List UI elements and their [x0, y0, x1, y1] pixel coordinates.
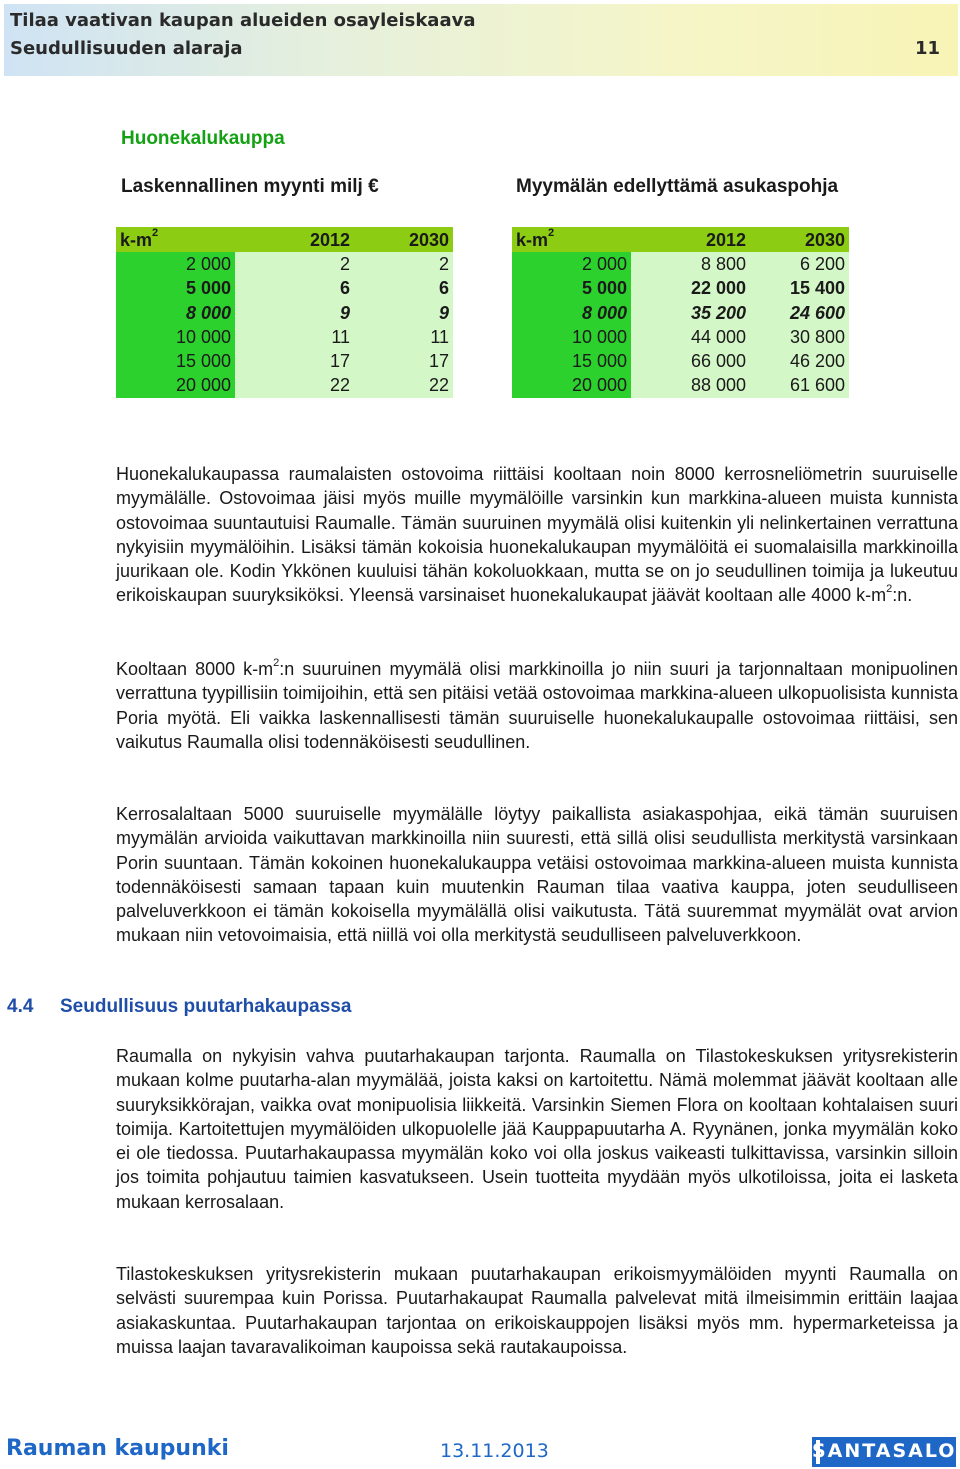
column-header: $k-m^2$ — [120, 227, 159, 250]
table-cell: 5 000 — [512, 276, 631, 300]
table-row — [116, 325, 453, 349]
table-row — [116, 276, 453, 300]
table-cell: 66 000 — [631, 349, 750, 373]
table-cell: 15 000 — [116, 349, 235, 373]
table-cell: 8 000 — [512, 301, 631, 325]
table-header-row — [512, 227, 849, 252]
right-table-title: Myymälän edellyttämä asukaspohja — [516, 176, 839, 197]
table-cell: 5 000 — [116, 276, 235, 300]
santasalo-logo: SANTASALO — [812, 1437, 956, 1467]
table-cell: 22 — [235, 373, 354, 397]
table-row — [116, 373, 453, 397]
table-cell: 15 400 — [750, 276, 849, 300]
column-header: 2012 — [309, 230, 350, 250]
table-cell: 35 200 — [631, 301, 750, 325]
table-cell: 22 — [354, 373, 453, 397]
table-cell: 24 600 — [750, 301, 849, 325]
table-cell: 20 000 — [116, 373, 235, 397]
table-row — [512, 349, 849, 373]
table-header-row — [116, 227, 453, 252]
table-cell: 11 — [354, 325, 453, 349]
table-cell: 6 200 — [750, 252, 849, 276]
table-cell: 44 000 — [631, 325, 750, 349]
footer-organization: Rauman kaupunki — [6, 1436, 229, 1461]
table-cell: 17 — [235, 349, 354, 373]
sales-table — [116, 227, 453, 398]
table-row — [512, 252, 849, 276]
table-cell: 2 — [235, 252, 354, 276]
table-cell: 10 000 — [512, 325, 631, 349]
table-cell: 15 000 — [512, 349, 631, 373]
body-paragraph: Raumalla on nykyisin vahva puutarhakaupan tarjonta. Raumalla on Tilastokeskuksen yritysrekisterin mukaan kolme puutarha-alan myymälää, joista kaksi on kartoitettu. Nämä molemmat jäävät kooltaan alle suuryksikkörajan, vaikka ovat monipuolisia liikkeitä. Varsinkin Siemen Flora on kooltaan kohtalaisen suuri toimija. Kartoitettujen myymälöiden ulkopuolelle jää Kauppapuutarha A. Ryynänen, jonka myymälän koko ei ole tiedossa. Puutarhakaupassa myymälän koko voi olla joskus vaikeasti tulkittavissa, varsinkin silloin jos toimita pohjautuu taimien kasvatukseen. Usein tuotteita myydään myös ulkotiloissa, joita ei lasketa mukaan kerrosalaan. — [116, 1046, 958, 1212]
table-cell: 8 800 — [631, 252, 750, 276]
table-cell: 6 — [235, 276, 354, 300]
table-cell: 30 800 — [750, 325, 849, 349]
table-cell: 22 000 — [631, 276, 750, 300]
table-cell: 2 000 — [116, 252, 235, 276]
header-title: Tilaa vaativan kaupan alueiden osayleiskaava — [10, 10, 476, 31]
body-paragraph: Tilastokeskuksen yritysrekisterin mukaan puutarhakaupan erikoismyymälöiden myynti Raumalla on selvästi suurempaa kuin Porissa. Puutarhakaupat Raumalla palvelevat mitä ilmeisimmin erittäin laajaa asiakaskuntaa. Puutarhakaupan tarjontaa on erikoiskauppojen lisäksi myös mm. hypermarketeissa ja muissa laajan tavaravalikoiman kaupoissa sekä rautakaupoissa. — [116, 1264, 958, 1357]
footer-date: 13.11.2013 — [440, 1440, 549, 1462]
table-row — [512, 276, 849, 300]
table-row — [116, 252, 453, 276]
page-number: 11 — [914, 38, 940, 59]
table-cell: 46 200 — [750, 349, 849, 373]
table-cell: 61 600 — [750, 373, 849, 397]
table-cell: 9 — [235, 301, 354, 325]
body-paragraph: Huonekalukaupassa raumalaisten ostovoima riittäisi kooltaan noin 8000 kerrosneliömetrin suuruiselle myymälälle. Ostovoimaa jäisi myös muille myymälöille varsinkin kun markkina-alueen muista kunnista ostovoimaa suuntautuisi Raumalle. Tämän suuruinen myymälä olisi kuitenkin yli nelinkertainen verrattuna nykyisiin myymälöihin. Lisäksi tämän kokoisia huonekalukaupan myymälöitä ei suomalaisilla markkinoilla juurikaan ole. Kodin Ykkönen kuuluisi tähän kokoluokkaan, mutta se on jo seudullinen toimija ja lukeutuu erikoiskaupan suuryksiköksi. Yleensä varsinaiset huonekalukaupat jäävät kooltaan alle 4000 $k-m^2:n$. — [116, 464, 958, 606]
header-subtitle: Seudullisuuden alaraja — [10, 38, 243, 59]
table-cell: 17 — [354, 349, 453, 373]
body-paragraph: Kooltaan 8000 $k-m^2:n$ suuruinen myymälä olisi markkinoilla jo niin suuri ja tarjonnaltaan monipuolinen verrattuna tyypillisiin toimijoihin, että sen pitäisi vetää ostovoimaa markkina-alueen ulkopuolisista kunnista Poria myötä. Eli vaikka laskennallisesti tämän suuruiselle huonekalukaupalle ostovoimaa riittäisi, sen vaikutus Raumalla olisi todennäköisesti seudullinen. — [116, 657, 958, 752]
table-cell: 20 000 — [512, 373, 631, 397]
table-row — [116, 301, 453, 325]
table-cell: 6 — [354, 276, 453, 300]
table-cell: 10 000 — [116, 325, 235, 349]
population-table — [512, 227, 849, 398]
column-header: $k-m^2$ — [516, 227, 555, 250]
table-row — [512, 325, 849, 349]
table-cell: 9 — [354, 301, 453, 325]
table-row — [116, 349, 453, 373]
section-subtitle: Huonekalukauppa — [121, 128, 285, 149]
table-cell: 11 — [235, 325, 354, 349]
section-heading: 4.4 Seudullisuus puutarhakaupassa — [7, 996, 352, 1017]
table-cell: 2 — [354, 252, 453, 276]
table-cell: 2 000 — [512, 252, 631, 276]
page-header — [4, 4, 958, 76]
left-table-title: Laskennallinen myynti milj € — [121, 176, 379, 197]
column-header: 2012 — [705, 230, 746, 250]
column-header: 2030 — [804, 230, 845, 250]
table-cell: 8 000 — [116, 301, 235, 325]
table-row — [512, 301, 849, 325]
column-header: 2030 — [408, 230, 449, 250]
table-row — [512, 373, 849, 397]
body-paragraph: Kerrosalaltaan 5000 suuruiselle myymälälle löytyy paikallista asiakaspohjaa, eikä tämän suuruisen myymälän arvioida vaikuttavan markkinoilla niin suuresti, että sillä olisi seudullista merkitystä varsinkaan Porin suuntaan. Tämän kokoinen huonekalukauppa vetäisi ostovoimaa markkina-alueen muista kunnista todennäköisesti samaan tapaan kuin muutenkin Rauman tilaa vaativa kauppa, joten seudulliseen palveluverkkoon ei tämän kokoisella myymälällä olisi vaikutusta. Tätä suuremmat myymälät ovat arvion mukaan niin vetovoimaisia, että niillä voi olla merkitystä seudulliseen palveluverkkoon. — [116, 804, 958, 946]
table-cell: 88 000 — [631, 373, 750, 397]
